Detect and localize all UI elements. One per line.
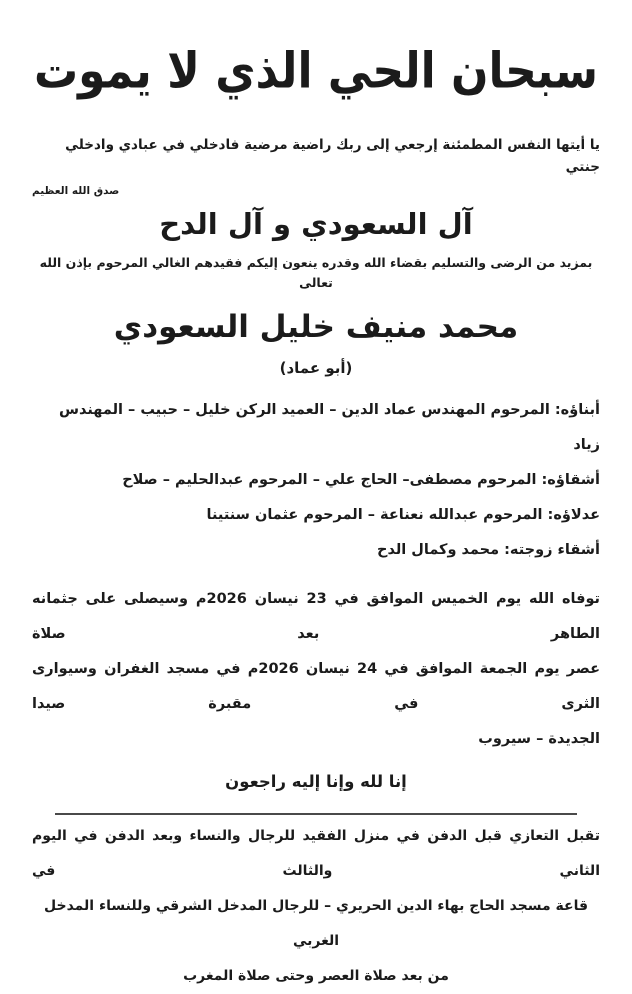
funeral-line-1: توفاه الله يوم الخميس الموافق في 23 نيسان 2026م وسيصلى على جثمانه الطاهر بعد صلاة xyxy=(32,591,600,642)
relatives-sons-line: أبناؤه: المرحوم المهندس عماد الدين – العميد الركن خليل – حبيب – المهندس زياد xyxy=(58,402,600,453)
funeral-line-2: عصر يوم الجمعة الموافق في 24 نيسان 2026م في مسجد الغفران وسيوارى الثرى في مقبرة صيدا xyxy=(32,661,600,712)
funeral-line-3: الجديدة – سيروب xyxy=(478,731,600,747)
families-title: آل السعودي و آل الدح xyxy=(159,207,473,241)
relatives-brothers-line: أشقاؤه: المرحوم مصطفى– الحاج علي – المرحوم عبدالحليم – صلاح xyxy=(122,472,600,488)
section-divider xyxy=(55,813,578,815)
istirjaa-verse: إنا لله وإنا إليه راجعون xyxy=(225,772,407,791)
condolences-line-1: تقبل التعازي قبل الدفن في منزل الفقيد للرجال والنساء وبعد الدفن في اليوم الثاني والثالث في xyxy=(32,828,600,879)
condolences-line-3: من بعد صلاة العصر وحتى صلاة المغرب xyxy=(183,968,449,984)
relatives-section xyxy=(32,393,600,568)
deceased-kunya: (أبو عماد) xyxy=(279,359,353,377)
relatives-inlaws-line: عدلاؤه: المرحوم عبدالله نعناعة – المرحوم عثمان سنتينا xyxy=(206,507,600,523)
announcement-line: بمزيد من الرضى والتسليم بقضاء الله وقدره ينعون إليكم فقيدهم الغالي المرحوم بإذن الله تعالى xyxy=(39,255,593,290)
relatives-wife-brothers-line: أشقاء زوجته: محمد وكمال الدح xyxy=(377,542,600,558)
funeral-details-section xyxy=(32,582,600,757)
condolences-line-2: قاعة مسجد الحاج بهاء الدين الحريري – للرجال المدخل الشرقي وللنساء المدخل الغربي xyxy=(43,898,589,949)
quran-verse: يا أيتها النفس المطمئنة إرجعي إلى ربك راضية مرضية فادخلي في عبادي وادخلي جنتي xyxy=(65,137,600,175)
condolences-section xyxy=(32,819,600,994)
sadaqa-allah-text: صدق الله العظيم xyxy=(32,185,120,197)
header-calligraphy: سبحان الحي الذي لا يموت xyxy=(33,42,599,100)
deceased-name: محمد منيف خليل السعودي xyxy=(113,309,519,345)
